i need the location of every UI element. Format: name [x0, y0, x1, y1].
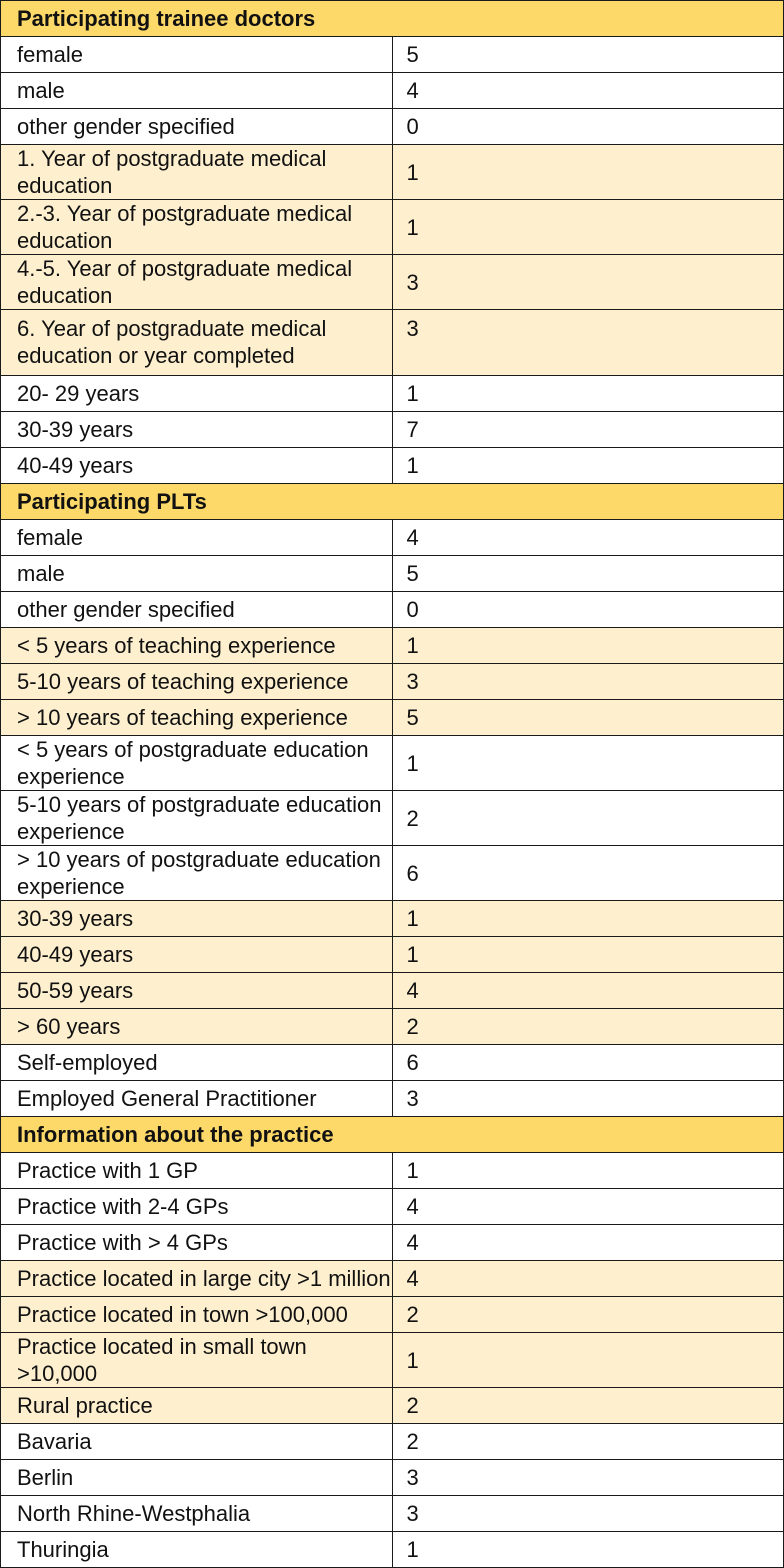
table-row: [1, 1424, 784, 1460]
table-row: [1, 1045, 784, 1081]
table-row: [1, 664, 784, 700]
table-row: [1, 1297, 784, 1333]
row-label: Employed General Practitioner: [1, 1081, 393, 1117]
table-row: [1, 1460, 784, 1496]
table-row: [1, 109, 784, 145]
row-label: 6. Year of postgraduate medical education or year completed: [1, 310, 393, 376]
table-row: [1, 1261, 784, 1297]
row-count: 6: [392, 1045, 784, 1081]
table-row: [1, 1532, 784, 1568]
row-count: 0: [392, 109, 784, 145]
table-row: [1, 73, 784, 109]
row-count: 2: [392, 1009, 784, 1045]
row-label: > 10 years of teaching experience: [1, 700, 393, 736]
table-row: [1, 1189, 784, 1225]
table-row: [1, 1153, 784, 1189]
row-label: < 5 years of postgraduate education experience: [1, 736, 393, 791]
row-count: 2: [392, 1388, 784, 1424]
row-count: 3: [392, 1081, 784, 1117]
table-row: [1, 37, 784, 73]
row-label: 40-49 years: [1, 448, 393, 484]
row-count: 7: [392, 412, 784, 448]
row-label: > 60 years: [1, 1009, 393, 1045]
row-label: Bavaria: [1, 1424, 393, 1460]
table-row: [1, 937, 784, 973]
row-label: Practice located in small town >10,000: [1, 1333, 393, 1388]
table-row: [1, 628, 784, 664]
row-count: 4: [392, 973, 784, 1009]
row-label: 4.-5. Year of postgraduate medical education: [1, 255, 393, 310]
row-count: 4: [392, 1189, 784, 1225]
row-count: 1: [392, 200, 784, 255]
section-header: [1, 1117, 784, 1153]
row-label: 20- 29 years: [1, 376, 393, 412]
row-label: male: [1, 556, 393, 592]
table-row: [1, 901, 784, 937]
row-count: 3: [392, 310, 784, 376]
row-count: 1: [392, 736, 784, 791]
row-label: 30-39 years: [1, 412, 393, 448]
row-label: male: [1, 73, 393, 109]
row-count: 4: [392, 1261, 784, 1297]
row-count: 1: [392, 1153, 784, 1189]
row-label: North Rhine-Westphalia: [1, 1496, 393, 1532]
table-row: [1, 973, 784, 1009]
table-row: [1, 846, 784, 901]
table-row: [1, 520, 784, 556]
row-label: Practice with 2-4 GPs: [1, 1189, 393, 1225]
row-label: 30-39 years: [1, 901, 393, 937]
row-count: 1: [392, 628, 784, 664]
row-count: 2: [392, 1424, 784, 1460]
table-row: [1, 310, 784, 376]
row-count: 6: [392, 846, 784, 901]
table-row: [1, 200, 784, 255]
row-count: 3: [392, 1496, 784, 1532]
row-label: Practice located in large city >1 million: [1, 1261, 393, 1297]
row-label: < 5 years of teaching experience: [1, 628, 393, 664]
section-title: Participating PLTs: [1, 484, 784, 520]
section-title: Participating trainee doctors: [1, 1, 784, 37]
section-title: Information about the practice: [1, 1117, 784, 1153]
row-label: 5-10 years of teaching experience: [1, 664, 393, 700]
row-count: 2: [392, 791, 784, 846]
row-label: Practice with > 4 GPs: [1, 1225, 393, 1261]
section-header: [1, 484, 784, 520]
row-label: Rural practice: [1, 1388, 393, 1424]
row-label: 50-59 years: [1, 973, 393, 1009]
table-row: [1, 700, 784, 736]
row-count: 1: [392, 448, 784, 484]
table-row: [1, 145, 784, 200]
row-count: 4: [392, 73, 784, 109]
row-label: Thuringia: [1, 1532, 393, 1568]
row-label: 5-10 years of postgraduate education experience: [1, 791, 393, 846]
row-label: 2.-3. Year of postgraduate medical education: [1, 200, 393, 255]
row-count: 3: [392, 255, 784, 310]
row-label: 1. Year of postgraduate medical education: [1, 145, 393, 200]
row-label: other gender specified: [1, 109, 393, 145]
table-row: [1, 1496, 784, 1532]
table-row: [1, 1225, 784, 1261]
row-count: 1: [392, 376, 784, 412]
row-count: 1: [392, 1333, 784, 1388]
row-label: Practice located in town >100,000: [1, 1297, 393, 1333]
row-label: female: [1, 37, 393, 73]
table-row: [1, 412, 784, 448]
table-row: [1, 255, 784, 310]
row-label: Practice with 1 GP: [1, 1153, 393, 1189]
row-count: 1: [392, 901, 784, 937]
row-label: Self-employed: [1, 1045, 393, 1081]
row-label: 40-49 years: [1, 937, 393, 973]
row-count: 5: [392, 556, 784, 592]
table-row: [1, 556, 784, 592]
table-row: [1, 1388, 784, 1424]
row-count: 3: [392, 664, 784, 700]
table-row: [1, 791, 784, 846]
row-label: other gender specified: [1, 592, 393, 628]
table-row: [1, 448, 784, 484]
section-header: [1, 1, 784, 37]
table-row: [1, 376, 784, 412]
row-count: 1: [392, 937, 784, 973]
row-label: > 10 years of postgraduate education experience: [1, 846, 393, 901]
row-count: 4: [392, 1225, 784, 1261]
row-count: 1: [392, 145, 784, 200]
row-count: 1: [392, 1532, 784, 1568]
row-count: 2: [392, 1297, 784, 1333]
table-row: [1, 1333, 784, 1388]
row-count: 0: [392, 592, 784, 628]
table-row: [1, 736, 784, 791]
row-count: 3: [392, 1460, 784, 1496]
row-label: Berlin: [1, 1460, 393, 1496]
table-row: [1, 592, 784, 628]
table-row: [1, 1081, 784, 1117]
row-count: 5: [392, 37, 784, 73]
row-count: 4: [392, 520, 784, 556]
row-count: 5: [392, 700, 784, 736]
row-label: female: [1, 520, 393, 556]
table-row: [1, 1009, 784, 1045]
